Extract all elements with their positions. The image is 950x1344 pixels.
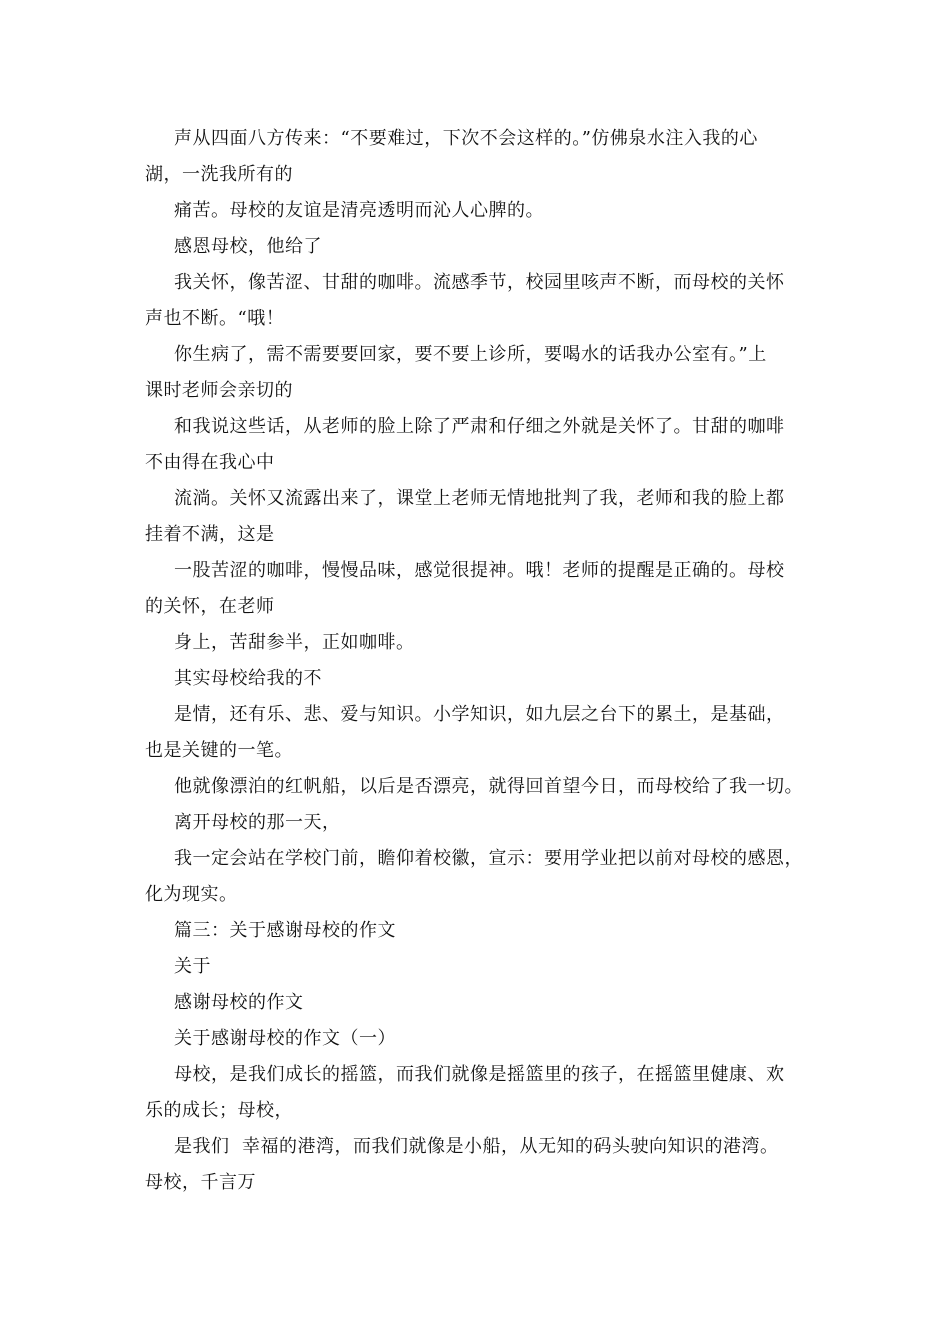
paragraph: [145, 1129, 817, 1201]
text-line: 母校，是我们成长的摇篮，而我们就像是摇篮里的孩子，在摇篮里健康、欢: [174, 1064, 785, 1085]
text-line: 关于感谢母校的作文（一）: [174, 1028, 396, 1049]
text-line: 是我们 幸福的港湾，而我们就像是小船，从无知的码头驶向知识的港湾。: [174, 1136, 779, 1157]
text-line: 一股苦涩的咖啡，慢慢品味，感觉很提神。哦！老师的提醒是正确的。母校: [174, 560, 785, 581]
document-body: [145, 121, 817, 1201]
text-line: 是情，还有乐、悲、爱与知识。小学知识，如九层之台下的累土，是基础，: [174, 704, 785, 725]
text-line: 课时老师会亲切的: [145, 380, 293, 401]
text-line: 他就像漂泊的红帆船，以后是否漂亮，就得回首望今日，而母校给了我一切。: [174, 776, 803, 797]
paragraph: [145, 841, 817, 913]
text-line: 和我说这些话，从老师的脸上除了严肃和仔细之外就是关怀了。甘甜的咖啡: [174, 416, 785, 437]
paragraph: [145, 409, 817, 481]
paragraph: [145, 337, 817, 409]
section-heading: [145, 913, 817, 949]
paragraph: [145, 769, 817, 805]
text-line: 痛苦。母校的友谊是清亮透明而沁人心脾的。: [174, 200, 544, 221]
text-line: 离开母校的那一天，: [174, 812, 341, 833]
text-line: 不由得在我心中: [145, 452, 275, 473]
paragraph: [145, 661, 817, 697]
paragraph: [145, 697, 817, 769]
paragraph: [145, 481, 817, 553]
paragraph: [145, 625, 817, 661]
text-line: 化为现实。: [145, 884, 238, 905]
text-line: 声也不断。“哦！: [145, 308, 285, 329]
text-line: 的关怀，在老师: [145, 596, 275, 617]
text-line: 你生病了，需不需要要回家，要不要上诊所，要喝水的话我办公室有。”上: [174, 344, 767, 365]
text-line: 关于: [174, 956, 211, 977]
text-line: 母校，千言万: [145, 1172, 256, 1193]
paragraph: [145, 121, 817, 193]
text-line: 声从四面八方传来：“不要难过，下次不会这样的。”仿佛泉水注入我的心: [174, 128, 758, 149]
paragraph: [145, 1021, 817, 1057]
text-line: 感谢母校的作文: [174, 992, 304, 1013]
paragraph: [145, 805, 817, 841]
paragraph: [145, 985, 817, 1021]
text-line: 我一定会站在学校门前，瞻仰着校徽，宣示：要用学业把以前对母校的感恩，: [174, 848, 803, 869]
text-line: 流淌。关怀又流露出来了，课堂上老师无情地批判了我，老师和我的脸上都: [174, 488, 785, 509]
text-line: 其实母校给我的不: [174, 668, 322, 689]
paragraph: [145, 553, 817, 625]
paragraph: [145, 949, 817, 985]
text-line: 乐的成长；母校，: [145, 1100, 293, 1121]
paragraph: [145, 1057, 817, 1129]
text-line: 身上，苦甜参半，正如咖啡。: [174, 632, 415, 653]
paragraph: [145, 229, 817, 265]
text-line: 我关怀，像苦涩、甘甜的咖啡。流感季节，校园里咳声不断，而母校的关怀: [174, 272, 785, 293]
text-line: 湖，一洗我所有的: [145, 164, 293, 185]
text-line: 挂着不满，这是: [145, 524, 275, 545]
text-line: 篇三：关于感谢母校的作文: [174, 920, 396, 941]
text-line: 也是关键的一笔。: [145, 740, 293, 761]
paragraph: [145, 265, 817, 337]
paragraph: [145, 193, 817, 229]
text-line: 感恩母校，他给了: [174, 236, 322, 257]
